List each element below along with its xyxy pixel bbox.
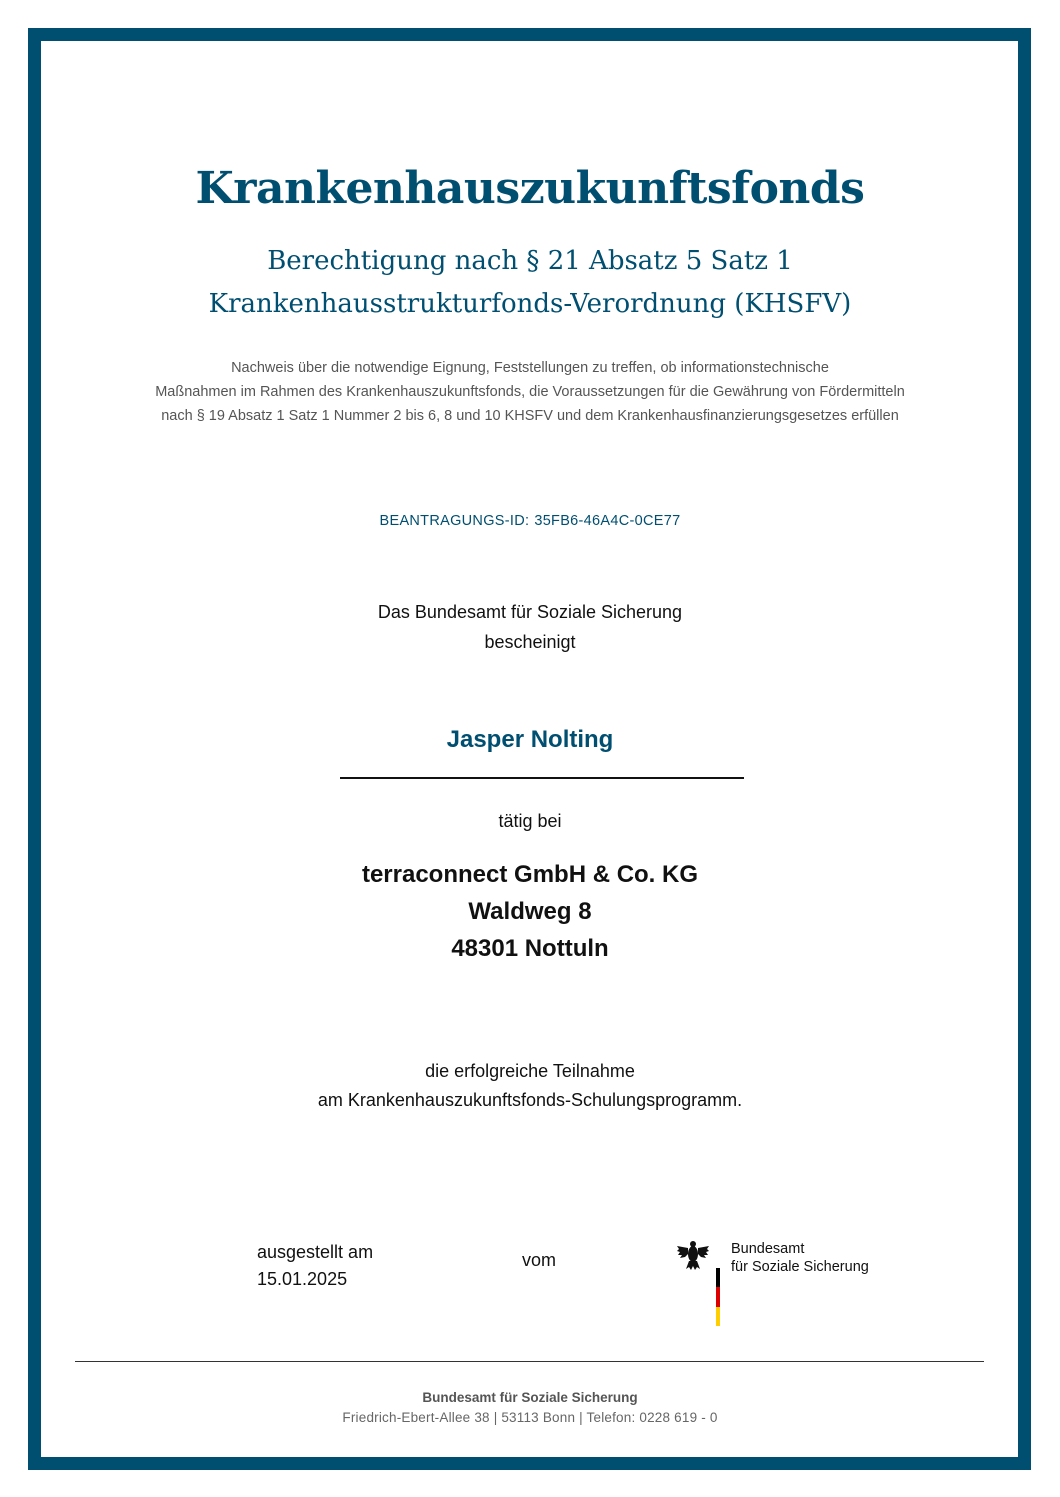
bas-logo <box>676 1238 876 1328</box>
recipient-name: Jasper Nolting <box>446 726 614 753</box>
company-name: terraconnect GmbH & Co. KG <box>361 861 699 888</box>
certifier-line-2: bescheinigt <box>484 632 576 652</box>
subtitle-line-2: Krankenhausstrukturfonds-Verordnung (KHSFV) <box>208 289 852 319</box>
application-id <box>0 513 1060 529</box>
flag-black <box>716 1268 720 1287</box>
certifier-statement <box>0 597 1060 657</box>
company-city: 48301 Nottuln <box>451 935 609 962</box>
logo-line-2: für Soziale Sicherung <box>731 1259 869 1275</box>
certifier-line-1: Das Bundesamt für Soziale Sicherung <box>377 602 683 622</box>
certificate-subtitle <box>0 240 1060 326</box>
logo-text <box>731 1240 869 1276</box>
flag-gold <box>716 1307 720 1326</box>
result-statement <box>0 1057 1060 1115</box>
issued-label: ausgestellt am <box>257 1242 374 1262</box>
name-underline <box>340 777 744 779</box>
footer-divider <box>75 1361 984 1362</box>
logo-line-1: Bundesamt <box>731 1241 805 1257</box>
company-street: Waldweg 8 <box>468 898 592 925</box>
description-line-2: Maßnahmen im Rahmen des Krankenhauszukunftsfonds, die Voraussetzungen für die Gewährung von Fördermitteln <box>155 384 905 400</box>
description <box>0 356 1060 428</box>
flag-red <box>716 1287 720 1306</box>
footer-address: Friedrich-Ebert-Allee 38 | 53113 Bonn | Telefon: 0228 619 - 0 <box>342 1410 718 1425</box>
application-id-label: BEANTRAGUNGS-ID: <box>379 513 530 529</box>
certificate-title: Krankenhauszukunftsfonds <box>195 163 865 214</box>
federal-eagle-icon <box>676 1238 710 1272</box>
company-address <box>0 856 1060 967</box>
result-line-2: am Krankenhauszukunftsfonds-Schulungsprogramm. <box>317 1090 743 1110</box>
footer-org: Bundesamt für Soziale Sicherung <box>422 1390 638 1405</box>
result-line-1: die erfolgreiche Teilnahme <box>425 1061 635 1081</box>
employed-at-label: tätig bei <box>498 811 562 831</box>
application-id-value: 35FB6-46A4C-0CE77 <box>534 513 681 529</box>
subtitle-line-1: Berechtigung nach § 21 Absatz 5 Satz 1 <box>267 246 793 276</box>
description-line-3: nach § 19 Absatz 1 Satz 1 Nummer 2 bis 6, 8 und 10 KHSFV und dem Krankenhausfinanzierungsgesetzes erfüllen <box>161 408 899 424</box>
issued-date: 15.01.2025 <box>257 1269 348 1289</box>
issued-by-label: vom <box>522 1250 557 1270</box>
description-line-1: Nachweis über die notwendige Eignung, Feststellungen zu treffen, ob informationstechnische <box>231 360 829 376</box>
german-flag-bar <box>716 1268 720 1326</box>
issued-block <box>257 1239 373 1293</box>
